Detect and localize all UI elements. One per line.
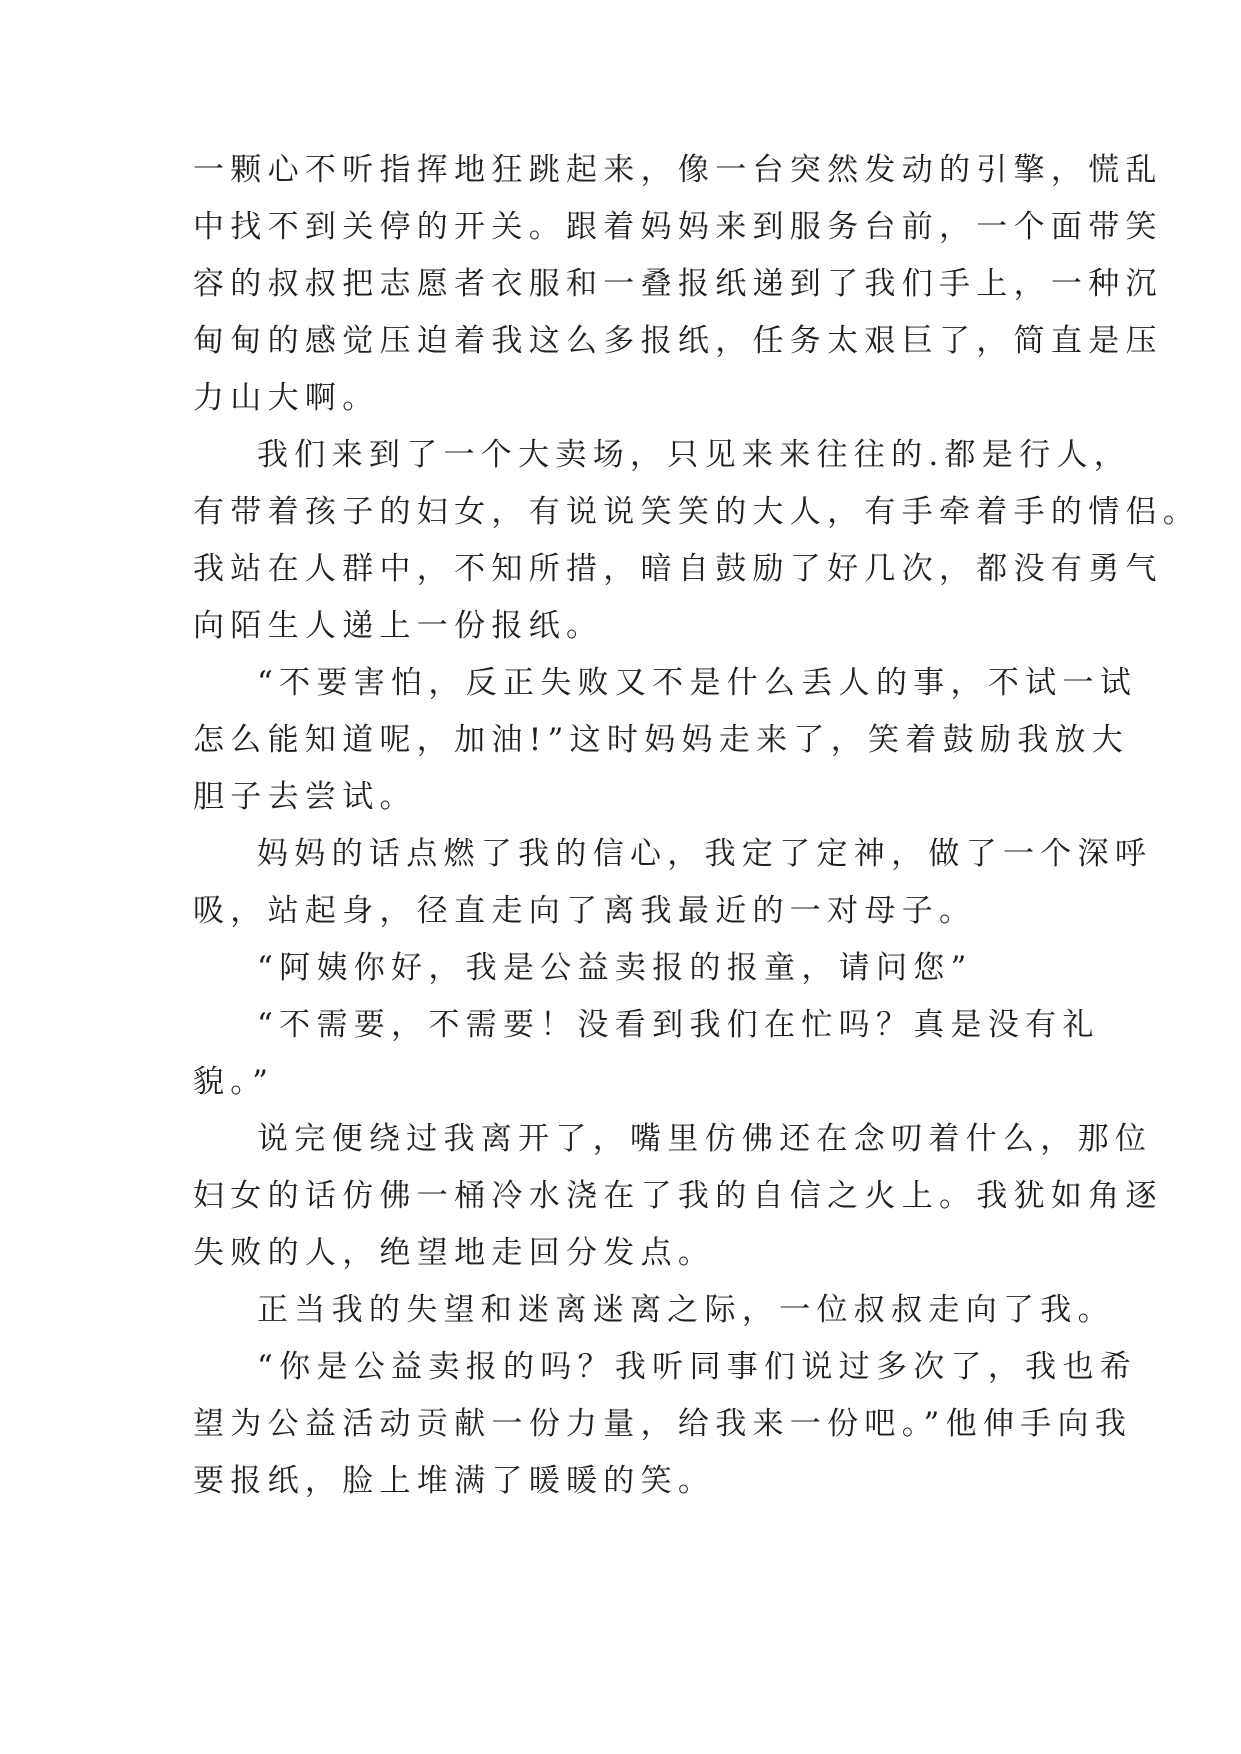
paragraph-start-line: 正当我的失望和迷离迷离之际，一位叔叔走向了我。 [257, 1292, 1115, 1328]
text-line: 向陌生人递上一份报纸。 [193, 608, 604, 644]
paragraph-start-line: 说完便绕过我离开了，嘴里仿佛还在念叨着什么，那位 [257, 1121, 1153, 1157]
text-line: 一颗心不听指挥地狂跳起来，像一台突然发动的引擎，慌乱 [193, 152, 1163, 188]
paragraph-start-line: “不要害怕，反正失败又不是什么丢人的事，不试一试 [257, 665, 1138, 701]
paragraph-start-line: “你是公益卖报的吗？我听同事们说过多次了，我也希 [257, 1349, 1138, 1385]
text-line: 我站在人群中，不知所措，暗自鼓励了好几次，都没有勇气 [193, 551, 1163, 587]
text-line: 要报纸，脸上堆满了暖暖的笑。 [193, 1463, 716, 1499]
document-page [193, 142, 1201, 1510]
text-line: 胆子去尝试。 [193, 779, 417, 815]
text-line: 吸，站起身，径直走向了离我最近的一对母子。 [193, 893, 977, 929]
text-line: 容的叔叔把志愿者衣服和一叠报纸递到了我们手上，一种沉 [193, 266, 1163, 302]
paragraph-start-line: 妈妈的话点燃了我的信心，我定了定神，做了一个深呼 [257, 836, 1153, 872]
paragraph-start-line: 我们来到了一个大卖场，只见来来往往的.都是行人， [257, 437, 1132, 473]
text-line: 望为公益活动贡献一份力量，给我来一份吧。”他伸手向我 [193, 1406, 1133, 1442]
text-line: 力山大啊。 [193, 380, 380, 416]
paragraph-start-line: “阿姨你好，我是公益卖报的报童，请问您” [257, 950, 973, 986]
text-line: 有带着孩子的妇女，有说说笑笑的大人，有手牵着手的情侣。 [193, 494, 1201, 530]
text-line: 中找不到关停的开关。跟着妈妈来到服务台前，一个面带笑 [193, 209, 1163, 245]
text-line: 怎么能知道呢，加油!”这时妈妈走来了，笑着鼓励我放大 [193, 722, 1130, 758]
paragraph-start-line: “不需要，不需要！没看到我们在忙吗？真是没有礼 [257, 1007, 1100, 1043]
text-line: 失败的人，绝望地走回分发点。 [193, 1235, 716, 1271]
text-line: 妇女的话仿佛一桶冷水浇在了我的自信之火上。我犹如角逐 [193, 1178, 1163, 1214]
text-line: 甸甸的感觉压迫着我这么多报纸，任务太艰巨了，简直是压 [193, 323, 1163, 359]
text-line: 貌。” [193, 1064, 275, 1100]
